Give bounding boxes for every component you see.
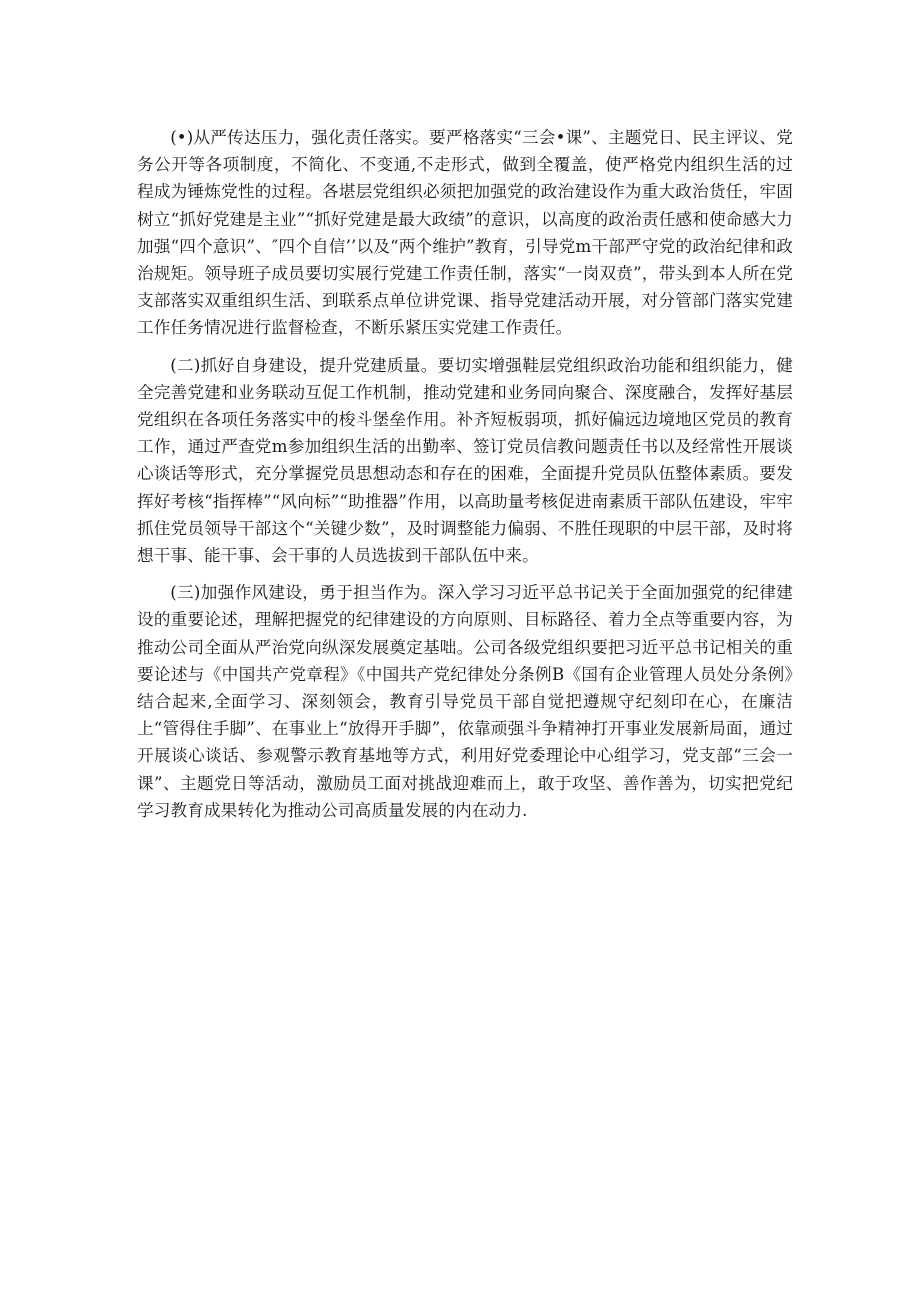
document-body [137, 124, 793, 834]
paragraph-section-2: (二)抓好自身建设，提升党建质量。要切实增强鞋层党组织政治功能和组织能力，健全完善党建和业务联动互促工作机制，推动党建和业务同向聚合、深度融合，发挥好基层党组织在各项任务落实中的梭斗堡垒作用。补齐短板弱项，抓好偏远边境地区党员的教育工作，通过严查党m参加组织生活的出勤率、签订党员信教问题责任书以及经常性开展谈心谈话等形式，充分掌握党员思想动态和存在的困难，全面提升党员队伍整体素质。要发挥好考核“指挥棒”“风向标”“助推器”作用，以高助量考核促进南素质干部队伍建设，牢牢抓住党员领导干部这个“关键少数”，及时调整能力偏弱、不胜任现职的中层干部，及时将想干事、能干事、会干事的人员选拔到干部队伍中来。 [137, 355, 793, 566]
paragraph-section-1: (•)从严传达压力，强化责任落实。要严格落实“三会•课”、主题党日、民主评议、党务公开等各项制度，不简化、不变通,不走形式，做到全覆盖，使严格党内组织生活的过程成为锤炼党性的过程。各堪层党组织必须把加强党的政治建设作为重大政治货任，牢固树立“抓好党建是主业”“抓好党建是最大政绩”的意识，以高度的政治责任感和使命感大力加强“四个意识”、″四个自信’’以及“两个维护”教育，引导党m干部严守党的政治纪律和政治规矩。领导班子成员要切实展行党建工作责任制，落实“一岗双贲”，带头到本人所在党支部落实双重组织生活、到联系点单位讲党课、指导党建活动开展，对分管部门落实党建工作任务情况进行监督检查，不断乐紧压实党建工作责任。 [137, 128, 793, 338]
paragraph-section-3: (三)加强作风建设，勇于担当作为。深入学习习近平总书记关于全面加强党的纪律建设的重要论述，理解把握党的纪律建设的方向原则、目标路径、着力全点等重要内容，为推动公司全面从严治党向纵深发展奠定基咄。公司各级党组织要把习近平总书记相关的重要论述与《中国共产党章程》《中国共产党纪律处分条例B《国有企业管理人员处分条例》结合起来,全面学习、深刻领会，教育引导党员干部自觉把遵规守纪刻印在心，在廉洁上“管得住手脚”、在事业上“放得开手脚”，依靠顽强斗争精神打开事业发展新局面，通过开展谈心谈话、参观警示教育基地等方式，利用好党委理论中心组学习，党支部“三会一课”、主题党日等活动，激励员工面对挑战迎难而上，敢于攻坚、善作善为，切实把党纪学习教育成果转化为推动公司高质量发展的内在动力. [137, 583, 793, 820]
